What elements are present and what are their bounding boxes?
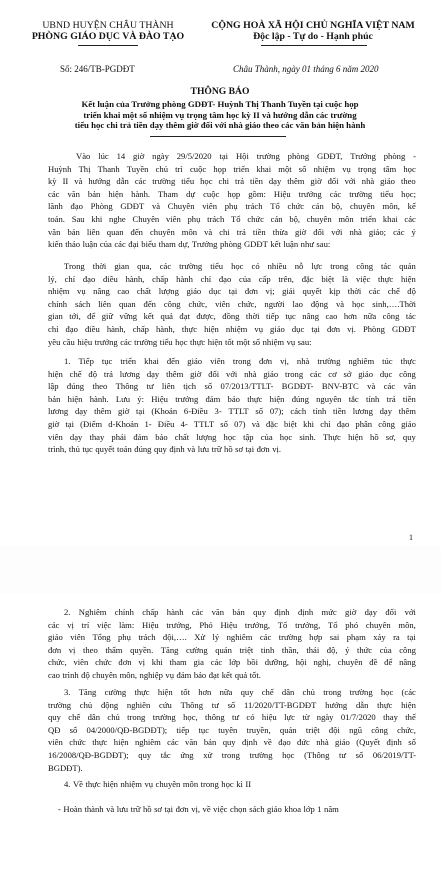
nation-line-2: Độc lập - Tự do - Hạnh phúc — [253, 31, 373, 42]
body-line: bản hiện hành. Lưu ý: Hiệu trưởng đảm bảo thực hiện đúng nguyên tắc tính trả tiền — [48, 393, 416, 404]
body-line: QĐ số 04/2000/QĐ-BGDĐT); tiếp tục tuyên truyền, quán triệt đội ngũ công chức, — [48, 724, 416, 735]
nation-line-1: CỘNG HOÀ XÃ HỘI CHỦ NGHĨA VIỆT NAM — [211, 20, 415, 31]
body-line: yêu cầu hiệu trưởng các trường tiểu học thực hiện tốt một số nhiệm vụ sau: — [48, 336, 312, 347]
body-line: kiến thảo luận của các đại biểu tham dự, Trưởng phòng GDĐT kết luận như sau: — [48, 239, 331, 250]
body-line: 2. Nghiêm chỉnh chấp hành các văn bản quy định định mức giờ dạy đối với — [64, 607, 416, 617]
body-line: 4. Về thực hiện nhiệm vụ chuyên môn trong học kì II — [64, 779, 252, 789]
body-line: chính sách liên quan đến công chức, viên chức, người lao động và học sinh,….Thời — [48, 298, 416, 309]
document-number: Số: 246/TB-PGDĐT — [60, 64, 135, 74]
body-line: viên chức thực hiện nghiêm các văn bản quy định về đạo đức nhà giáo (Quyết định số — [48, 737, 416, 748]
body-line: quy chế dân chủ trong trường học, thông tư có hiệu lực từ ngày 01/7/2020 thay thế — [48, 712, 416, 723]
agency-name — [28, 20, 188, 42]
body-line: 16/2008/QĐ-BGDĐT); quy tắc ứng xử trong trường học (Thông tư số 06/2019/TT- — [48, 750, 416, 760]
body-line: Trong thời gian qua, các trường tiểu học có nhiều nỗ lực trong công tác quản — [64, 261, 416, 271]
motto-underline — [261, 45, 367, 46]
body-line: BGDĐT). — [48, 762, 83, 773]
agency-underline — [78, 45, 138, 46]
body-line: 3. Tăng cường thực hiện tốt hơn nữa quy chế dân chủ trong trường học (các — [64, 687, 416, 697]
body-line: trường chủ động nghiên cứu Thông tư số 11/2020/TT-BGDĐT hướng dẫn thực hiện — [48, 699, 416, 710]
page-break — [0, 546, 441, 594]
body-line: lương dạy thêm giờ tại (Khoản 6-Điều 3- TTLT số 07); cách tính tiền lương dạy thêm — [48, 406, 416, 417]
body-line: Huỳnh Thị Thanh Tuyền chủ trì cuộc họp triển khai một số nhiệm vụ trọng tâm học — [48, 163, 416, 174]
notice-heading: THÔNG BÁO — [190, 86, 250, 97]
body-line: chức, viên chức đơn vị khi tham gia các lớp bồi dưỡng, hội nghị, chuyên đề để nâng — [48, 657, 416, 668]
page-number: 1 — [409, 533, 413, 542]
body-line: lý, chỉ đạo điều hành, chấp hành chỉ đạo của cấp trên, đặc biệt là việc thực hiện — [48, 273, 416, 284]
body-line: gian tới, để giữ vững kết quả đạt được, đồng thời tiếp tục nâng cao hơn nữa công tác — [48, 311, 416, 322]
body-line: giờ tại (Điểm d-Khoản 1- Điều 4- TTLT số 07) và đặc biệt khi chỉ đạo phân công giáo — [48, 419, 416, 429]
body-line: giáo viên Tổng phụ trách đội,…. Xử lý nghiêm các trường hợp sai phạm xảy ra tại — [48, 632, 416, 643]
body-line: trình, thủ tục quyết toán đúng quy định và lưu trữ hồ sơ tại đơn vị. — [48, 444, 282, 455]
body-line: cao trình độ chuyên môn, nghiệp vụ đảm bảo đạt kết quả tốt. — [48, 670, 261, 680]
body-line: các văn bản hiện hành. Tham dự cuộc họp gồm: Hiệu trưởng các trường tiểu học; — [48, 188, 416, 199]
body-line: lãnh đạo Phòng GDĐT và Chuyên viên phụ trách Tổ chức cán bộ, chuyên môn, kế — [48, 201, 416, 212]
body-line: kỳ II và hướng dẫn các trường tiểu học chi trả tiền dạy thêm giờ đối với nhà giáo theo — [48, 176, 416, 187]
agency-line-2: PHÒNG GIÁO DỤC VÀ ĐÀO TẠO — [31, 31, 185, 42]
body-line: - Hoàn thành và lưu trữ hồ sơ tại đơn vị, về việc chọn sách giáo khoa lớp 1 năm — [58, 804, 339, 814]
body-line: nhiệm vụ nâng cao chất lượng giáo dục tại đơn vị; giải quyết kịp thời các chế độ — [48, 286, 416, 297]
body-line: Vào lúc 14 giờ ngày 29/5/2020 tại Hội trường phòng GDĐT, Trưởng phòng - — [76, 151, 416, 161]
body-line: lập đúng theo Thông tư liên tịch số 07/2013/TTLT- BGDĐT- BNV-BTC và các văn — [48, 381, 416, 392]
title-line-1: Kết luận của Trưởng phòng GDĐT- Huỳnh Thị Thanh Tuyền tại cuộc họp — [81, 99, 359, 109]
body-line: đơn vị theo thẩm quyền. Tăng cường quán triệt tinh thần, thái độ, ý thức của công — [48, 644, 416, 655]
body-line: chỉ đạo điều hành, chấp hành, thực hiện nhiệm vụ giáo dục tại đơn vị. Phòng GDĐT — [48, 324, 416, 334]
title-line-2: triển khai một số nhiệm vụ trọng tâm học kỳ II và hướng dẫn các trường — [83, 109, 357, 120]
title-line-3: tiểu học chi trả tiền dạy thêm giờ đối với nhà giáo theo các văn bản hiện hành — [74, 120, 366, 131]
body-line: hiện chế độ trả lương dạy thêm giờ đối với nhà giáo trong các cơ sở giáo dục công — [48, 368, 416, 379]
national-motto — [200, 20, 426, 42]
place-and-date: Châu Thành, ngày 01 tháng 6 năm 2020 — [233, 64, 379, 74]
body-line: văn bản liên quan đến chuyên môn và chi trả tiền thừa giờ đối với nhà giáo; các ý — [48, 226, 416, 237]
title-underline — [150, 136, 286, 137]
body-line: toán. Sau khi nghe Chuyên viên phụ trách Tổ chức cán bộ, chuyên môn triển khai các — [48, 214, 416, 224]
agency-line-1: UBND HUYỆN CHÂU THÀNH — [42, 20, 174, 31]
body-line: các vị trí việc làm: Hiệu trưởng, Phó Hiệu trưởng, Tổ trưởng, Tổ phó chuyên môn, — [48, 619, 416, 630]
body-line: viên dạy thay phải đảm bảo chất lượng học tập của học sinh. Thực hiện hồ sơ, quy — [48, 431, 416, 442]
body-line: 1. Tiếp tục triển khai đến giáo viên trong đơn vị, nhà trường nghiêm túc thực — [64, 356, 416, 366]
